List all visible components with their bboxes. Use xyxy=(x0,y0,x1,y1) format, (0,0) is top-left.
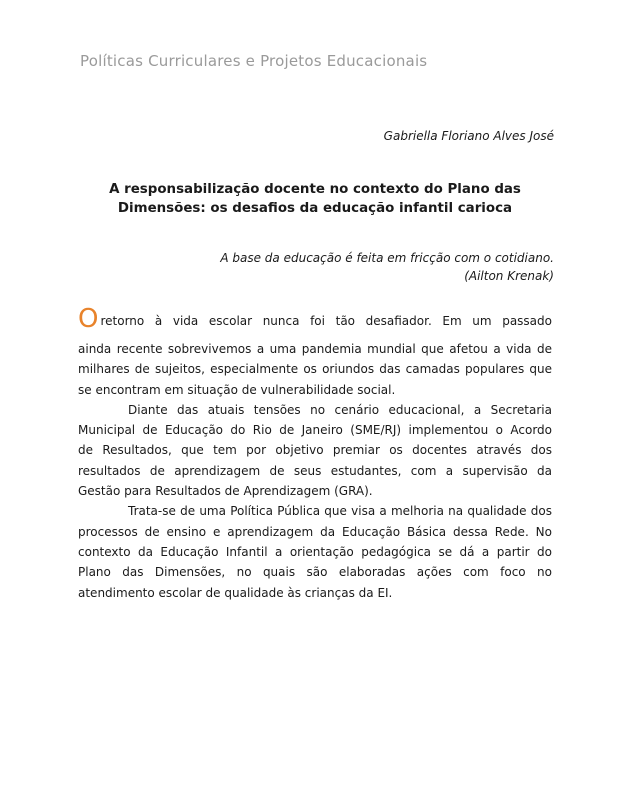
paragraph-line: Trata-se de uma Política Pública que visa a melhoria na qualidade dos xyxy=(128,504,552,519)
drop-cap: O xyxy=(78,304,99,334)
paragraph-line: resultados de aprendizagem de seus estudantes, com a supervisão da xyxy=(78,463,552,478)
paragraph-line: Diante das atuais tensões no cenário educacional, a Secretaria xyxy=(128,402,552,417)
paragraph-line: milhares de sujeitos, especialmente os oriundos das camadas populares que xyxy=(78,362,552,377)
running-header: Políticas Curriculares e Projetos Educacionais xyxy=(80,52,428,70)
paragraph-line: ainda recente sobrevivemos a uma pandemia mundial que afetou a vida de xyxy=(78,342,552,356)
paragraph-line: processos de ensino e aprendizagem da Educação Básica dessa Rede. No xyxy=(78,524,552,539)
paragraph-first-line xyxy=(78,302,552,332)
paragraph-line: retorno à vida escolar nunca foi tão desafiador. Em um passado xyxy=(100,313,552,328)
paragraph-line: de Resultados, que tem por objetivo premiar os docentes através dos xyxy=(78,443,552,458)
paragraph xyxy=(78,400,552,501)
paragraph-line: Municipal de Educação do Rio de Janeiro (SME/RJ) implementou o Acordo xyxy=(78,423,552,438)
paragraph xyxy=(78,302,552,400)
paragraph xyxy=(78,501,552,602)
author-name: Gabriella Floriano Alves José xyxy=(383,129,554,143)
title-line: Dimensões: os desafios da educação infantil carioca xyxy=(117,201,513,216)
paragraph-line: Plano das Dimensões, no quais são elaboradas ações com foco no xyxy=(78,565,552,580)
article-title xyxy=(78,180,552,218)
paragraph-line: Gestão para Resultados de Aprendizagem (GRA). xyxy=(78,484,373,499)
paragraph-line: contexto da Educação Infantil a orientação pedagógica se dá a partir do xyxy=(78,544,552,559)
epigraph-attribution: (Ailton Krenak) xyxy=(464,269,554,283)
title-line: A responsabilização docente no contexto do Plano das xyxy=(109,182,521,197)
epigraph xyxy=(220,249,554,285)
paragraph-line: se encontram em situação de vulnerabilidade social. xyxy=(78,382,396,397)
epigraph-quote: A base da educação é feita em fricção com o cotidiano. xyxy=(220,251,554,265)
paragraph-line: atendimento escolar de qualidade às crianças da EI. xyxy=(78,585,393,600)
body-text xyxy=(78,302,552,603)
